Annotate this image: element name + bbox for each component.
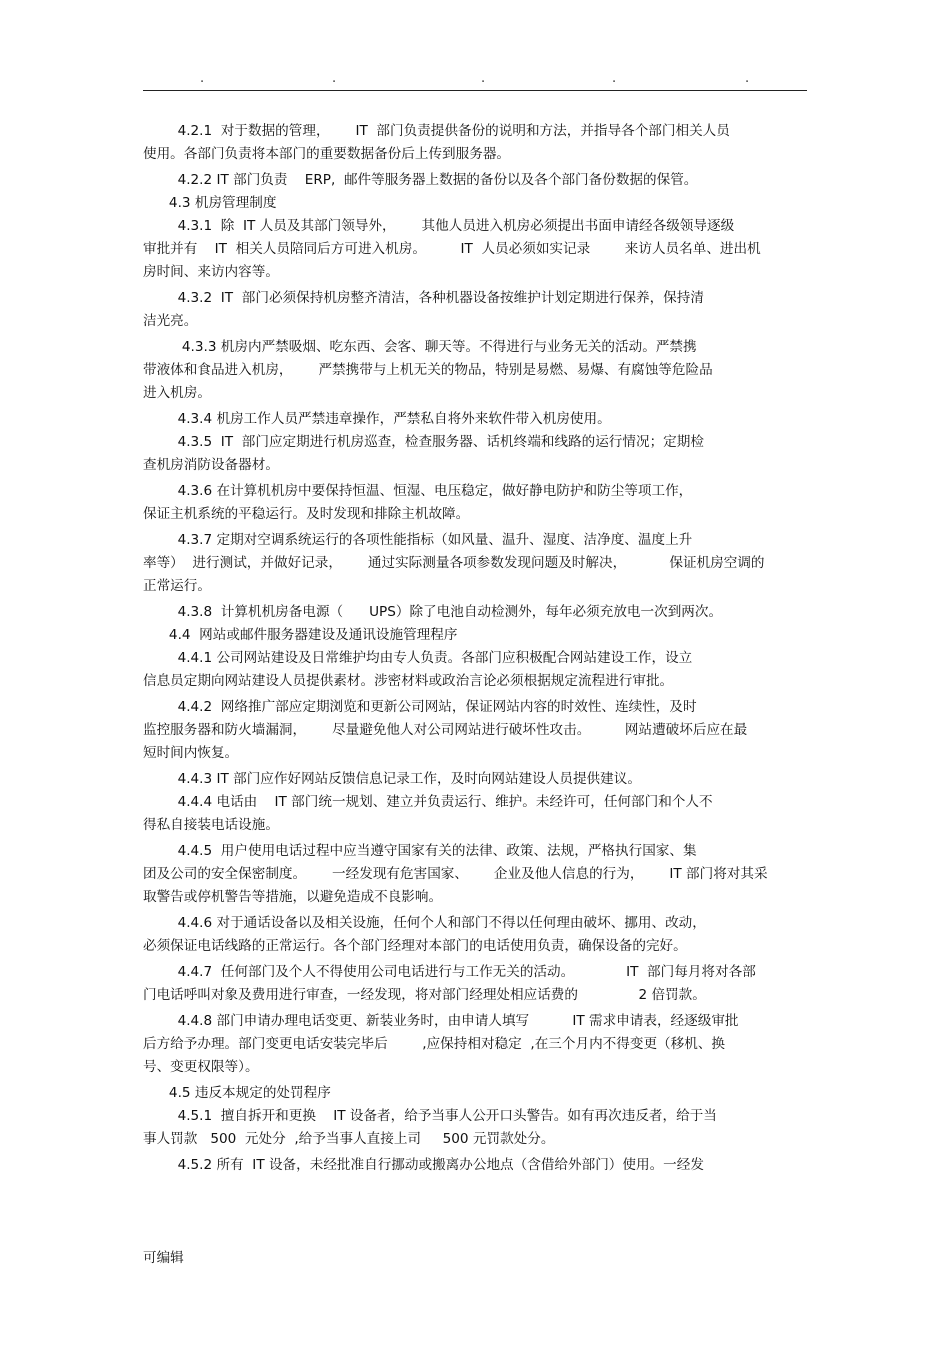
- header-rule: [143, 90, 807, 91]
- header-dot: .: [332, 71, 337, 86]
- text-line: 4.5.2 所有 IT 设备，未经批准自行挪动或搬离办公地点（含借给外部门）使用。一经发: [143, 1157, 704, 1173]
- text-line: 审批并有 IT 相关人员陪同后方可进入机房。 IT 人员必须如实记录 来访人员名单、进出机: [143, 241, 761, 257]
- text-line: 4.3.8 计算机机房备电源（ UPS）除了电池自动检测外，每年必须充放电一次到两次。: [143, 604, 723, 620]
- text-line: 4.4.4 电话由 IT 部门统一规划、建立并负责运行、维护。未经许可，任何部门和个人不: [143, 794, 713, 810]
- header-dots: [0, 72, 950, 86]
- text-line: 保证主机系统的平稳运行。及时发现和排除主机故障。: [143, 506, 470, 522]
- text-line: 4.3.1 除 IT 人员及其部门领导外， 其他人员进入机房必须提出书面申请经各级领导逐级: [143, 218, 735, 234]
- text-line: 进入机房。: [143, 385, 211, 401]
- text-line: 监控服务器和防火墙漏洞， 尽量避免他人对公司网站进行破坏性攻击。 网站遭破坏后应在最: [143, 722, 748, 738]
- text-line: 4.5.1 擅自拆开和更换 IT 设备者，给予当事人公开口头警告。如有再次违反者，给于当: [143, 1108, 717, 1124]
- header-dot: .: [612, 71, 617, 86]
- text-line: 短时间内恢复。: [143, 745, 239, 761]
- text-line: 4.4.3 IT 部门应作好网站反馈信息记录工作，及时向网站建设人员提供建议。: [143, 771, 641, 787]
- document-body: [143, 120, 808, 1177]
- text-line: 4.2.2 IT 部门负责 ERP, 邮件等服务器上数据的备份以及各个部门备份数据的保管。: [143, 172, 698, 188]
- text-line: 4.4.7 任何部门及个人不得使用公司电话进行与工作无关的活动。 IT 部门每月将对各部: [143, 964, 756, 980]
- header-dot: .: [200, 71, 205, 86]
- text-line: 4.3.6 在计算机机房中要保持恒温、恒湿、电压稳定，做好静电防护和防尘等项工作，: [143, 483, 693, 499]
- text-line: 门电话呼叫对象及费用进行审查，一经发现，将对部门经理处相应话费的 2 倍罚款。: [143, 987, 706, 1003]
- text-line: 正常运行。: [143, 578, 211, 594]
- footer-label: 可编辑: [143, 1250, 184, 1266]
- text-line: 4.4.2 网络推广部应定期浏览和更新公司网站，保证网站内容的时效性、连续性，及时: [143, 699, 697, 715]
- header-dot: .: [745, 71, 750, 86]
- text-line: 4.4.5 用户使用电话过程中应当遵守国家有关的法律、政策、法规，严格执行国家、集: [143, 843, 697, 859]
- text-line: 洁光亮。: [143, 313, 198, 329]
- text-line: 率等） 进行测试，并做好记录， 通过实际测量各项参数发现问题及时解决， 保证机房空调的: [143, 555, 765, 571]
- text-line: 4.3.5 IT 部门应定期进行机房巡查，检查服务器、话机终端和线路的运行情况；定期检: [143, 434, 704, 450]
- text-line: 信息员定期向网站建设人员提供素材。涉密材料或政治言论必须根据规定流程进行审批。: [143, 673, 674, 689]
- text-line: 4.5 违反本规定的处罚程序: [143, 1085, 331, 1101]
- text-line: 团及公司的安全保密制度。 一经发现有危害国家、 企业及他人信息的行为， IT 部门将对其采: [143, 866, 768, 882]
- text-line: 得私自接装电话设施。: [143, 817, 279, 833]
- text-line: 4.3.7 定期对空调系统运行的各项性能指标（如风量、温升、湿度、洁净度、温度上升: [143, 532, 693, 548]
- text-line: 4.4.6 对于通话设备以及相关设施，任何个人和部门不得以任何理由破坏、挪用、改动，: [143, 915, 706, 931]
- text-line: 4.4.1 公司网站建设及日常维护均由专人负责。各部门应积极配合网站建设工作，设立: [143, 650, 693, 666]
- text-line: 4.3.3 机房内严禁吸烟、吃东西、会客、聊天等。不得进行与业务无关的活动。严禁携: [143, 339, 697, 355]
- text-line: 4.4 网站或邮件服务器建设及通讯设施管理程序: [143, 627, 458, 643]
- text-line: 查机房消防设备器材。: [143, 457, 279, 473]
- text-line: 4.4.8 部门申请办理电话变更、新装业务时，由申请人填写 IT 需求申请表，经逐级审批: [143, 1013, 739, 1029]
- text-line: 必须保证电话线路的正常运行。各个部门经理对本部门的电话使用负责，确保设备的完好。: [143, 938, 687, 954]
- text-line: 号、变更权限等）。: [143, 1059, 259, 1075]
- text-line: 4.2.1 对于数据的管理， IT 部门负责提供备份的说明和方法，并指导各个部门相关人员: [143, 123, 730, 139]
- text-line: 房时间、来访内容等。: [143, 264, 279, 280]
- text-line: 取警告或停机警告等措施，以避免造成不良影响。: [143, 889, 443, 905]
- text-line: 使用。各部门负责将本部门的重要数据备份后上传到服务器。: [143, 146, 511, 162]
- text-line: 带液体和食品进入机房， 严禁携带与上机无关的物品，特别是易燃、易爆、有腐蚀等危险品: [143, 362, 713, 378]
- text-line: 4.3.4 机房工作人员严禁违章操作，严禁私自将外来软件带入机房使用。: [143, 411, 611, 427]
- text-line: 4.3 机房管理制度: [143, 195, 277, 211]
- text-line: 4.3.2 IT 部门必须保持机房整齐清洁，各种机器设备按维护计划定期进行保养，保持清: [143, 290, 704, 306]
- text-line: 事人罚款 500 元处分 ,给予当事人直接上司 500 元罚款处分。: [143, 1131, 555, 1147]
- header-dot: .: [481, 71, 486, 86]
- text-line: 后方给予办理。部门变更电话安装完毕后 ,应保持相对稳定 ,在三个月内不得变更（移机、换: [143, 1036, 726, 1052]
